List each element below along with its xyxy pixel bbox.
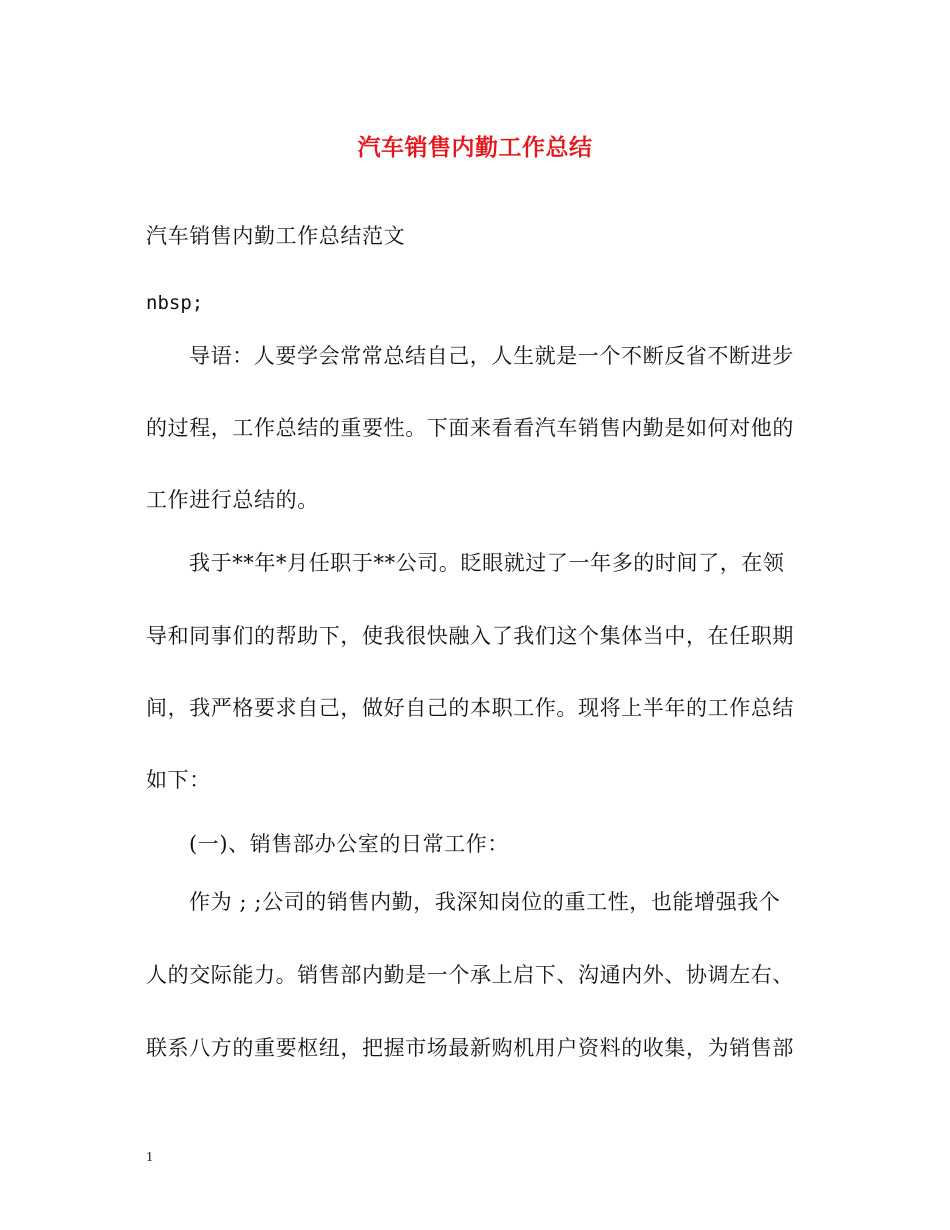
nbsp-text: nbsp; [146,292,204,314]
paragraph-line: 间，我严格要求自己，做好自己的本职工作。现将上半年的工作总结 [146,696,794,720]
document-subtitle: 汽车销售内勤工作总结范文 [146,224,406,248]
paragraph-line: 工作进行总结的。 [146,488,319,512]
paragraph-line: 导和同事们的帮助下，使我很快融入了我们这个集体当中，在任职期 [146,624,794,648]
paragraph-line: 我于**年*月任职于**公司。眨眼就过了一年多的时间了，在领 [189,551,785,575]
page-number: 1 [146,1150,153,1165]
section-heading: (一)、销售部办公室的日常工作： [189,832,509,856]
paragraph-line: 导语：人要学会常常总结自己，人生就是一个不断反省不断进步 [189,344,794,368]
paragraph-line: 人的交际能力。销售部内勤是一个承上启下、沟通内外、协调左右、 [146,963,794,987]
paragraph-line: 作为 ; ;公司的销售内勤，我深知岗位的重工性，也能增强我个 [189,890,781,914]
paragraph-line: 如下： [146,768,211,792]
paragraph-line: 的过程，工作总结的重要性。下面来看看汽车销售内勤是如何对他的 [146,416,794,440]
document-title: 汽车销售内勤工作总结 [357,134,593,161]
paragraph-line: 联系八方的重要枢纽，把握市场最新购机用户资料的收集，为销售部 [146,1036,794,1060]
